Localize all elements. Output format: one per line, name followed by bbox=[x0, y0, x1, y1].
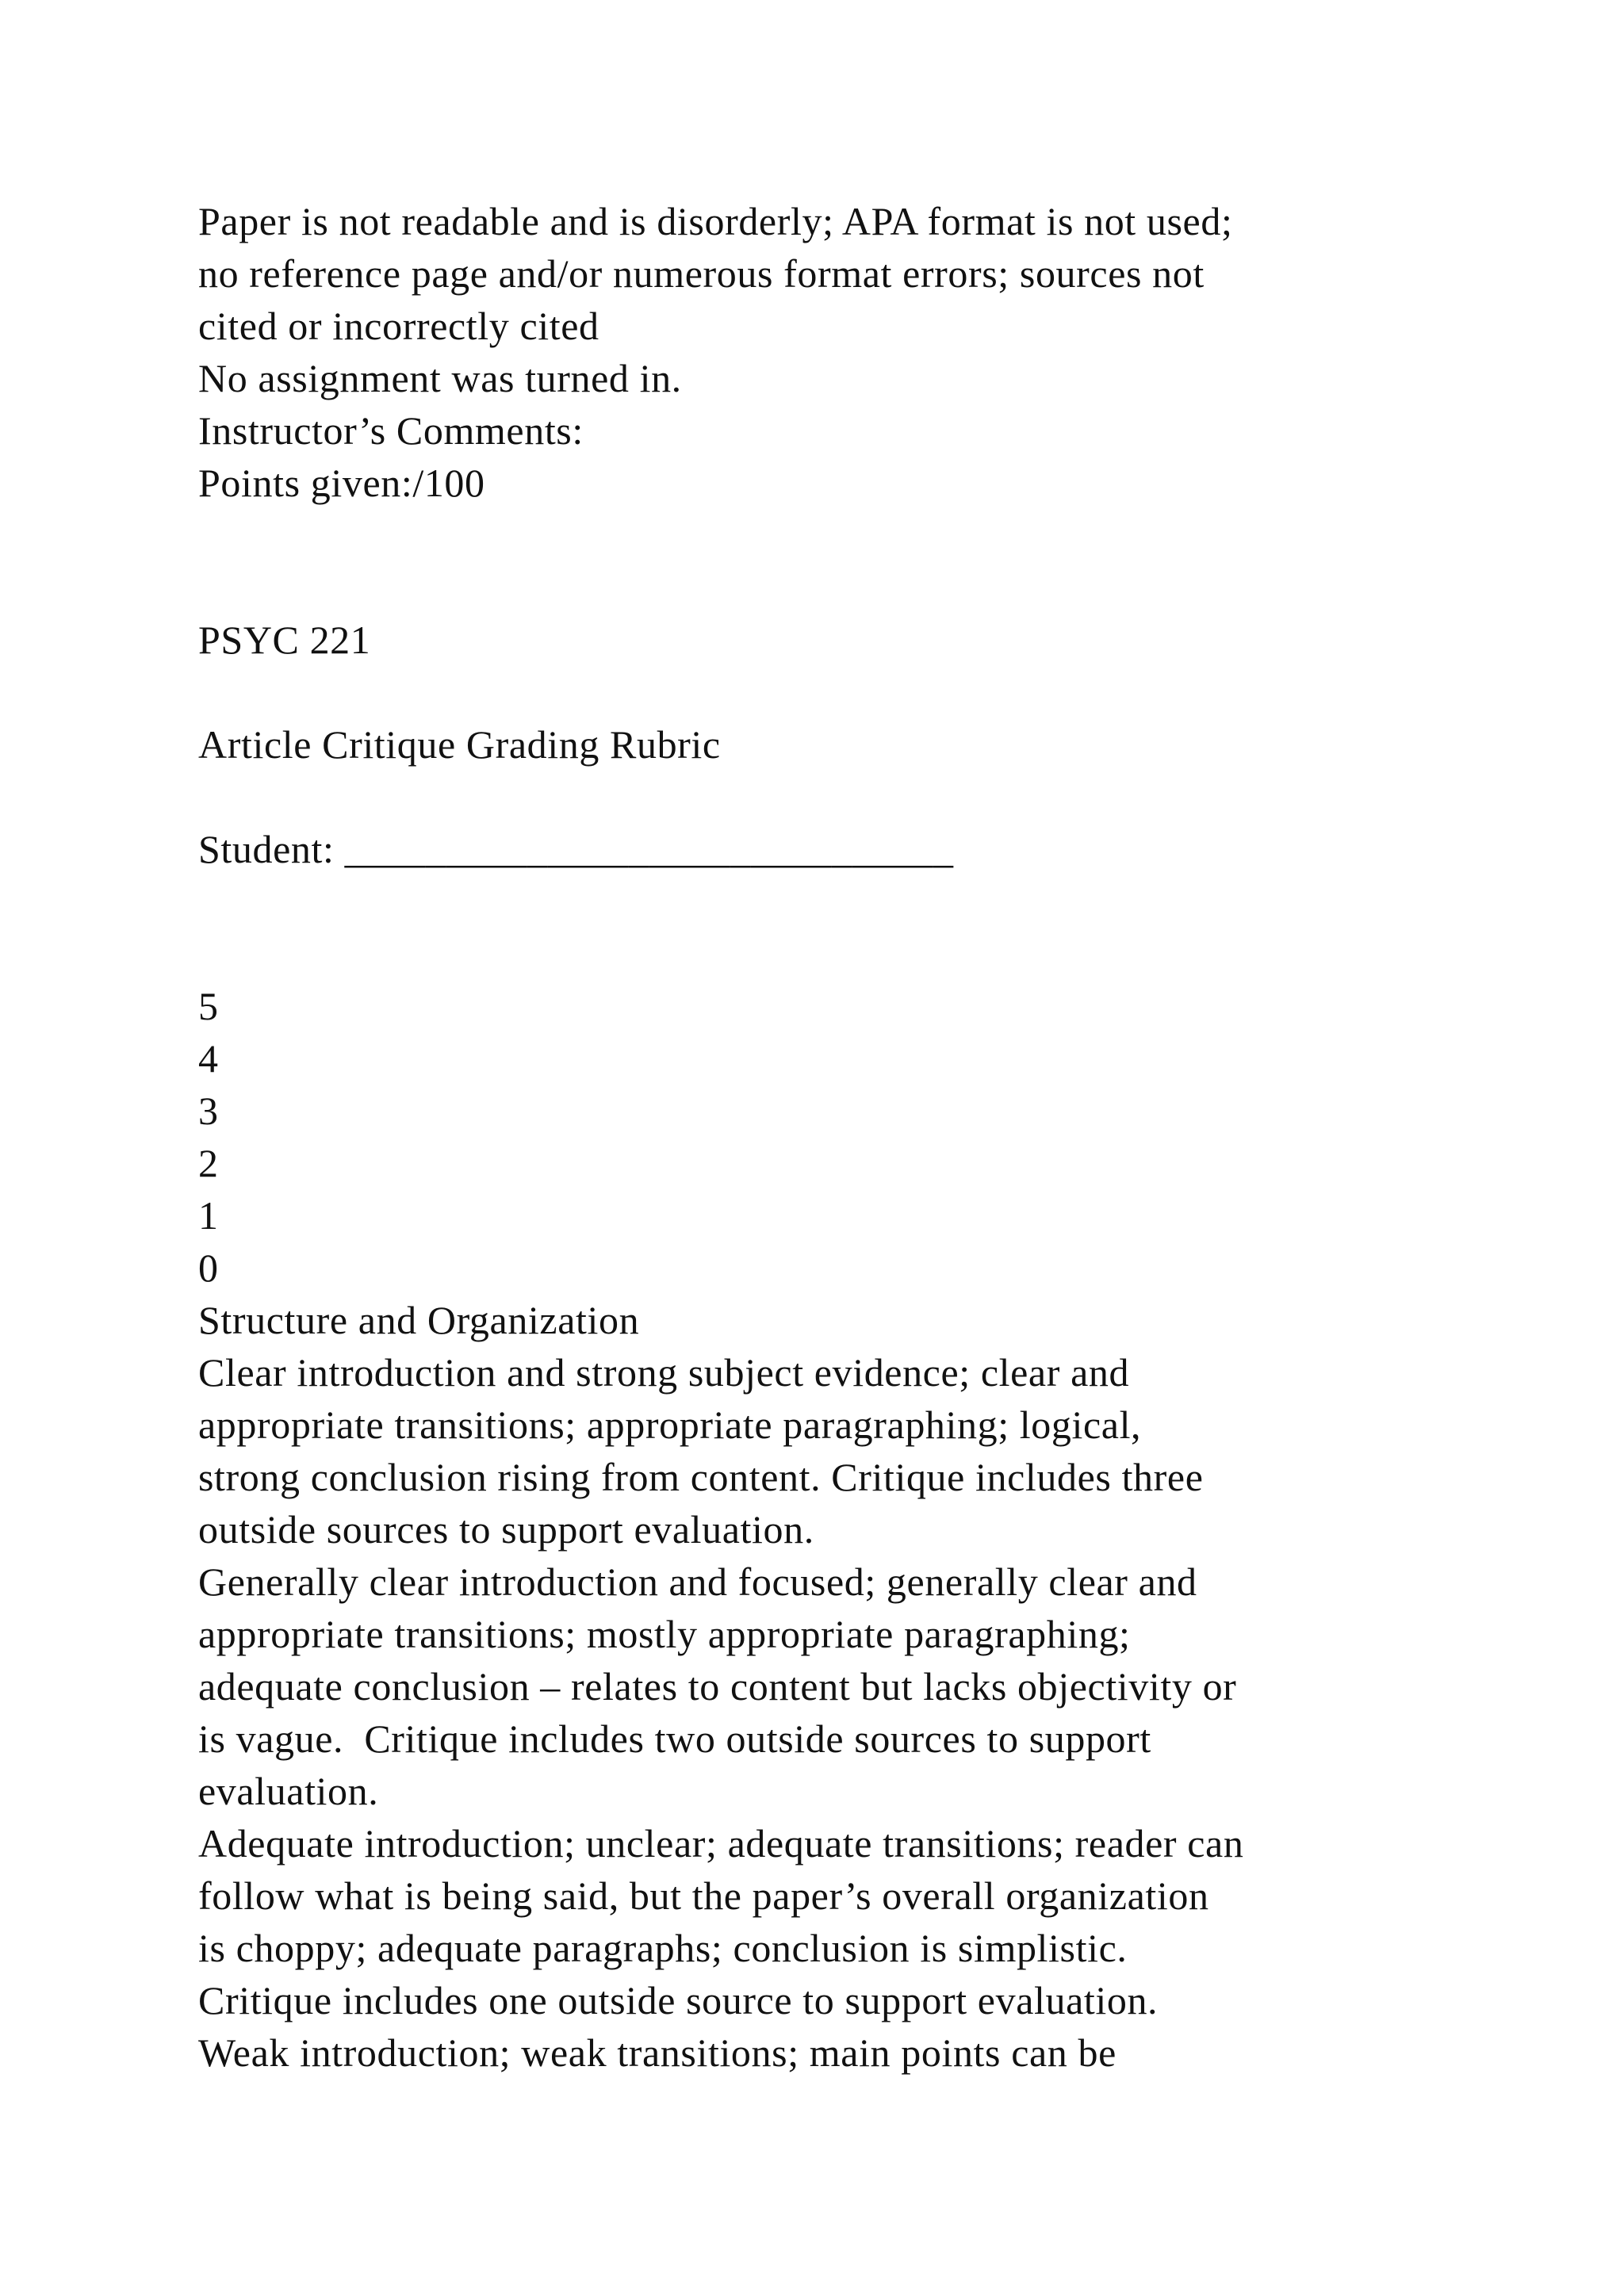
text-line: appropriate transitions; mostly appropriate paragraphing; bbox=[198, 1612, 1131, 1656]
text-line: cited or incorrectly cited bbox=[198, 304, 599, 348]
text-line: No assignment was turned in. bbox=[198, 356, 682, 400]
text-line: follow what is being said, but the paper’s overall organization bbox=[198, 1873, 1209, 1918]
criterion-heading: Structure and Organization bbox=[198, 1298, 640, 1342]
text-line: no reference page and/or numerous format errors; sources not bbox=[198, 251, 1205, 296]
text-line: appropriate transitions; appropriate paragraphing; logical, bbox=[198, 1402, 1142, 1447]
text-line: outside sources to support evaluation. bbox=[198, 1507, 814, 1552]
text-line: evaluation. bbox=[198, 1769, 379, 1813]
text-line: Weak introduction; weak transitions; main points can be bbox=[198, 2030, 1116, 2075]
text-line: adequate conclusion – relates to content but lacks objectivity or bbox=[198, 1664, 1237, 1709]
text-line: Paper is not readable and is disorderly; APA format is not used; bbox=[198, 199, 1233, 243]
score-level: 1 bbox=[198, 1193, 219, 1238]
score-level: 4 bbox=[198, 1036, 219, 1081]
text-line: strong conclusion rising from content. Critique includes three bbox=[198, 1455, 1204, 1499]
text-line: Critique includes one outside source to support evaluation. bbox=[198, 1978, 1159, 2022]
course-code: PSYC 221 bbox=[198, 618, 371, 662]
blank-line bbox=[198, 928, 1515, 980]
score-level: 3 bbox=[198, 1089, 219, 1133]
document-text bbox=[198, 195, 1515, 2079]
student-field: Student: ______________________________ bbox=[198, 827, 954, 871]
text-line: is vague. Critique includes two outside sources to support bbox=[198, 1716, 1151, 1761]
document-title: Article Critique Grading Rubric bbox=[198, 722, 721, 767]
text-line: Instructor’s Comments: bbox=[198, 408, 584, 453]
text-line: Points given:/100 bbox=[198, 461, 485, 505]
blank-line bbox=[198, 666, 1515, 718]
blank-line bbox=[198, 875, 1515, 928]
score-level: 2 bbox=[198, 1141, 219, 1185]
blank-line bbox=[198, 509, 1515, 561]
blank-line bbox=[198, 561, 1515, 614]
text-line: Generally clear introduction and focused; generally clear and bbox=[198, 1559, 1197, 1604]
score-level: 5 bbox=[198, 984, 219, 1028]
text-line: Adequate introduction; unclear; adequate transitions; reader can bbox=[198, 1821, 1244, 1866]
text-line: Clear introduction and strong subject evidence; clear and bbox=[198, 1350, 1130, 1395]
text-line: is choppy; adequate paragraphs; conclusion is simplistic. bbox=[198, 1926, 1128, 1970]
blank-line bbox=[198, 771, 1515, 823]
score-level: 0 bbox=[198, 1246, 219, 1290]
